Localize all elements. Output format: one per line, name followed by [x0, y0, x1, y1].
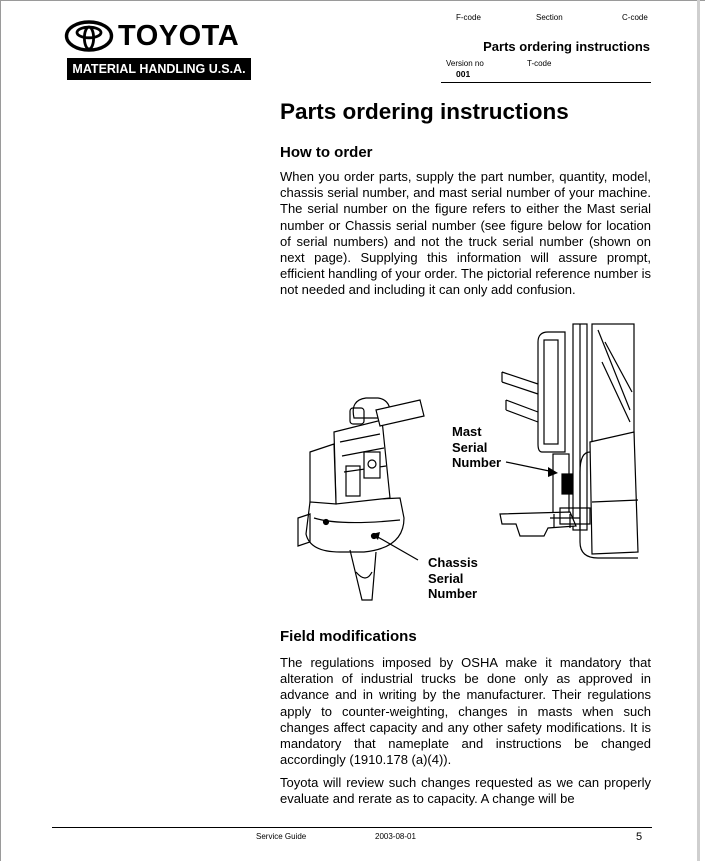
version-value: 001 — [456, 69, 471, 79]
header-rule — [441, 82, 651, 83]
how-to-order-heading: How to order — [280, 144, 373, 161]
page-number: 5 — [636, 831, 643, 843]
field-modifications-heading: Field modifications — [280, 628, 417, 645]
page-edge-top — [0, 0, 705, 1]
t-code-label: T-code — [527, 59, 552, 68]
page-edge-right — [697, 0, 700, 861]
logo-subtitle-bar: MATERIAL HANDLING U.S.A. — [67, 58, 251, 80]
header-title: Parts ordering instructions — [483, 39, 650, 54]
mast-serial-number-label: Mast Serial Number — [452, 424, 502, 470]
how-to-order-body: When you order parts, supply the part number, quantity, model, chassis serial number, and mast serial number of your machine. The serial number on the figure refers to either the Mast serial number or Chassis serial number (see figure below for location of serial numbers) and not the truck serial number (shown on next page). Supplying this information will assure prompt, efficient handling of your order. The pictorial reference number is not needed and including it can only add confusion. — [280, 169, 651, 298]
toyota-logo — [64, 20, 239, 52]
version-label: Version no — [446, 59, 484, 68]
field-modifications-body: The regulations imposed by OSHA make it mandatory that alteration of industrial trucks be done only as approved in advance and in writing by the manufacturer. Their regulations apply to counter-weighting, changes in masts when such changes affect capacity and any other safety modifications. It is mandatory that nameplate and instructions be changed accordingly (1910.178 (a)(4)). — [280, 655, 651, 768]
footer-date: 2003-08-01 — [375, 832, 416, 841]
field-modifications-continued: Toyota will review such changes requested as we can properly evaluate and rerate as to capacity. A change will be — [280, 775, 651, 807]
serial-number-figure — [280, 322, 651, 612]
section-label: Section — [536, 13, 563, 22]
c-code-label: C-code — [622, 13, 648, 22]
chassis-serial-number-label: Chassis Serial Number — [428, 555, 478, 601]
page-edge-left — [0, 0, 1, 861]
footer-guide: Service Guide — [256, 832, 307, 841]
page-title: Parts ordering instructions — [280, 99, 569, 124]
f-code-label: F-code — [456, 13, 481, 22]
footer-rule — [52, 827, 652, 828]
toyota-emblem-icon — [64, 20, 114, 52]
logo-wordmark: TOYOTA — [118, 20, 240, 52]
